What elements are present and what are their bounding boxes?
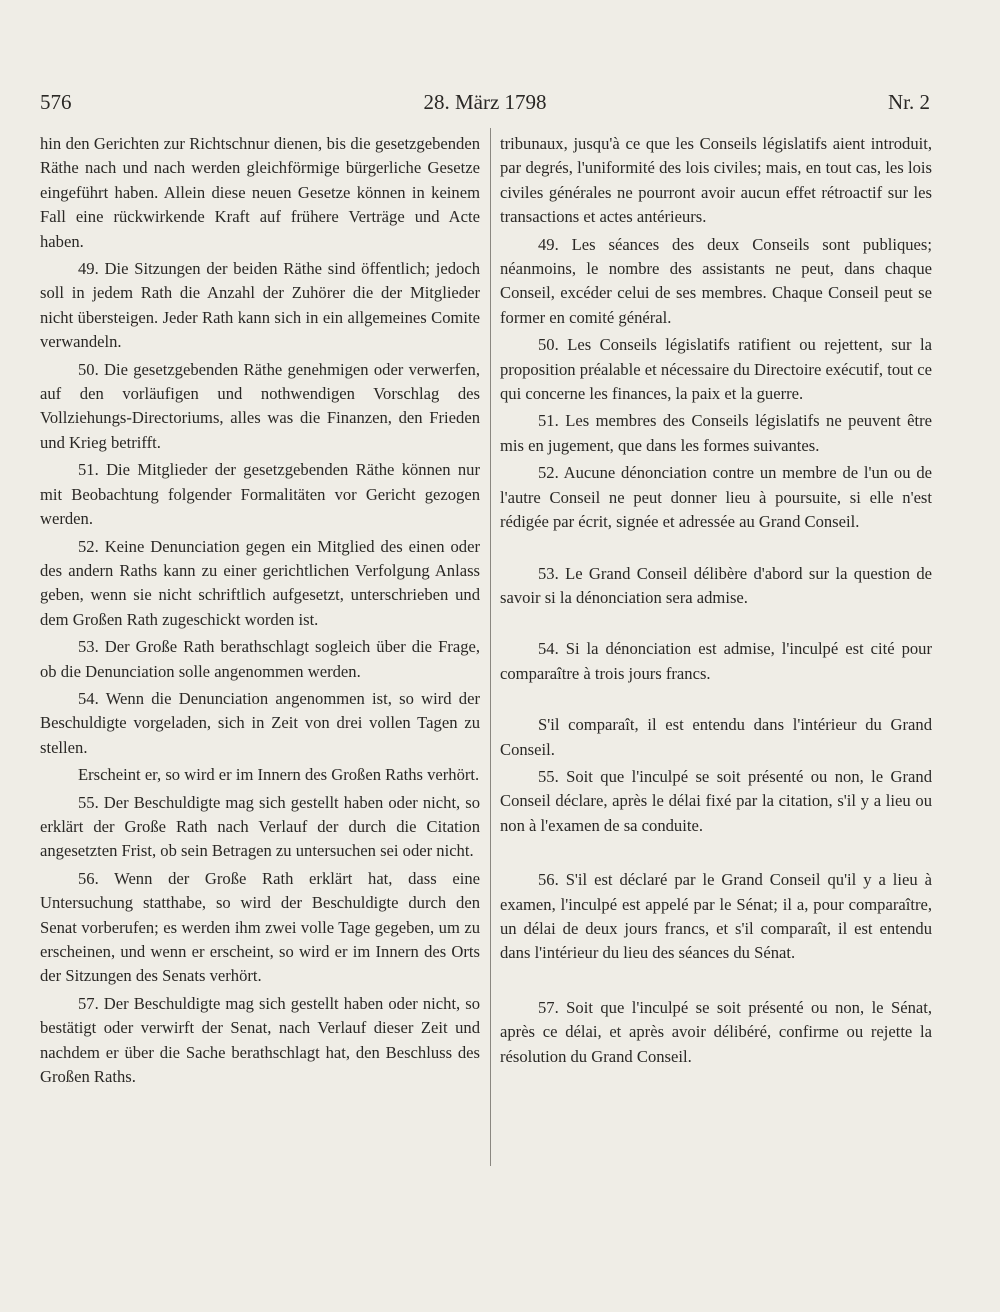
fr-article-49: 49. Les séances des deux Conseils sont publiques; néanmoins, le nombre des assistants ne peut, dans chaque Conseil, excéder celui de ses membres. Chaque Conseil peut se former en comité général. [500, 234, 932, 327]
fr-article-57: 57. Soit que l'inculpé se soit présenté ou non, le Sénat, après ce délai, et après avoir délibéré, confirme ou rejette la résolution du Grand Conseil. [500, 997, 932, 1066]
fr-article-55: 55. Soit que l'inculpé se soit présenté ou non, le Grand Conseil déclare, après le délai fixé par la citation, s'il y a lieu ou non à l'examen de sa conduite. [500, 766, 932, 835]
de-paragraph: Erscheint er, so wird er im Innern des Großen Raths verhört. [78, 765, 480, 785]
de-article-55: 55. Der Beschuldigte mag sich gestellt haben oder nicht, so erklärt der Große Rath nach Verlauf der durch die Citation angesetzten Frist, ob sein Betragen zu untersuchen sei oder nicht. [40, 792, 480, 861]
de-article-50: 50. Die gesetzgebenden Räthe genehmigen oder verwerfen, auf den vorläufigen und nothwendigen Vorschlag des Vollziehungs-Directoriums, alles was die Finanzen, den Frieden und Krieg betrifft. [40, 359, 480, 452]
de-article-56: 56. Wenn der Große Rath erklärt hat, dass eine Untersuchung statthabe, so wird der Beschuldigte durch den Senat vorberufen; es werden ihm zwei volle Tage gegeben, um zu erscheinen, und wenn er erscheint, so wird er im Innern des Orts der Sitzungen des Senats verhört. [40, 868, 480, 986]
de-article-51: 51. Die Mitglieder der gesetzgebenden Räthe können nur mit Beobachtung folgender Formalitäten vor Gericht gezogen werden. [40, 460, 480, 529]
fr-paragraph: tribunaux, jusqu'à ce que les Conseils législatifs aient introduit, par degrés, l'uniformité des lois civiles; mais, en tout cas, les lois civiles générales ne pourront avoir aucun effet rétroactif sur les transactions et actes antérieurs. [500, 134, 932, 227]
de-article-52: 52. Keine Denunciation gegen ein Mitglied des einen oder des andern Raths kann zu einer gerichtlichen Verfolgung Anlass geben, wenn sie nicht schriftlich aufgesetzt, unterschrieben und dem Großen Rath zugeschickt worden ist. [40, 536, 480, 629]
fr-article-56: 56. S'il est déclaré par le Grand Conseil qu'il y a lieu à examen, l'inculpé est appelé par le Sénat; il a, pour comparaître, un délai de deux jours francs, et s'il comparaît, il est entendu dans l'intérieur du lieu des séances du Sénat. [500, 870, 932, 963]
header-date: 28. März 1798 [423, 90, 547, 114]
column-divider [490, 128, 491, 1166]
de-article-49: 49. Die Sitzungen der beiden Räthe sind öffentlich; jedoch soll in jedem Rath die Anzahl der Zuhörer die der Mitglieder nicht übersteigen. Jeder Rath kann sich in ein allgemeines Comite verwandeln. [40, 259, 480, 352]
fr-article-54: 54. Si la dénonciation est admise, l'inculpé est cité pour comparaître à trois jours francs. [500, 639, 932, 683]
fr-article-52: 52. Aucune dénonciation contre un membre de l'un ou de l'autre Conseil ne peut donner lieu à poursuite, si elle n'est rédigée par écrit, signée et adressée au Grand Conseil. [500, 463, 932, 532]
header-number: Nr. 2 [888, 90, 930, 114]
french-column [500, 132, 932, 1069]
page-number: 576 [40, 90, 72, 114]
german-column [40, 132, 480, 1089]
fr-paragraph: S'il comparaît, il est entendu dans l'intérieur du Grand Conseil. [500, 715, 932, 759]
de-article-54: 54. Wenn die Denunciation angenommen ist, so wird der Beschuldigte vorgeladen, sich in Zeit von drei vollen Tagen zu stellen. [40, 688, 480, 757]
de-paragraph: hin den Gerichten zur Richtschnur dienen, bis die gesetzgebenden Räthe nach und nach werden gleichförmige bürgerliche Gesetze eingeführt haben. Allein diese neuen Gesetze können in keinem Fall eine rückwirkende Kraft auf frühere Verträge und Acte haben. [40, 134, 480, 251]
fr-article-53: 53. Le Grand Conseil délibère d'abord sur la question de savoir si la dénonciation sera admise. [500, 563, 932, 607]
de-article-53: 53. Der Große Rath berathschlagt sogleich über die Frage, ob die Denunciation solle angenommen werden. [40, 637, 480, 681]
fr-article-50: 50. Les Conseils législatifs ratifient ou rejettent, sur la proposition préalable et nécessaire du Directoire exécutif, tout ce qui concerne les finances, la paix et la guerre. [500, 335, 932, 404]
page-header [40, 90, 930, 120]
de-article-57: 57. Der Beschuldigte mag sich gestellt haben oder nicht, so bestätigt oder verwirft der Senat, nach Verlauf dieser Zeit und nachdem er über die Sache berathschlagt hat, den Beschluss des Großen Raths. [40, 993, 480, 1087]
fr-article-51: 51. Les membres des Conseils législatifs ne peuvent être mis en jugement, que dans les formes suivantes. [500, 411, 932, 455]
